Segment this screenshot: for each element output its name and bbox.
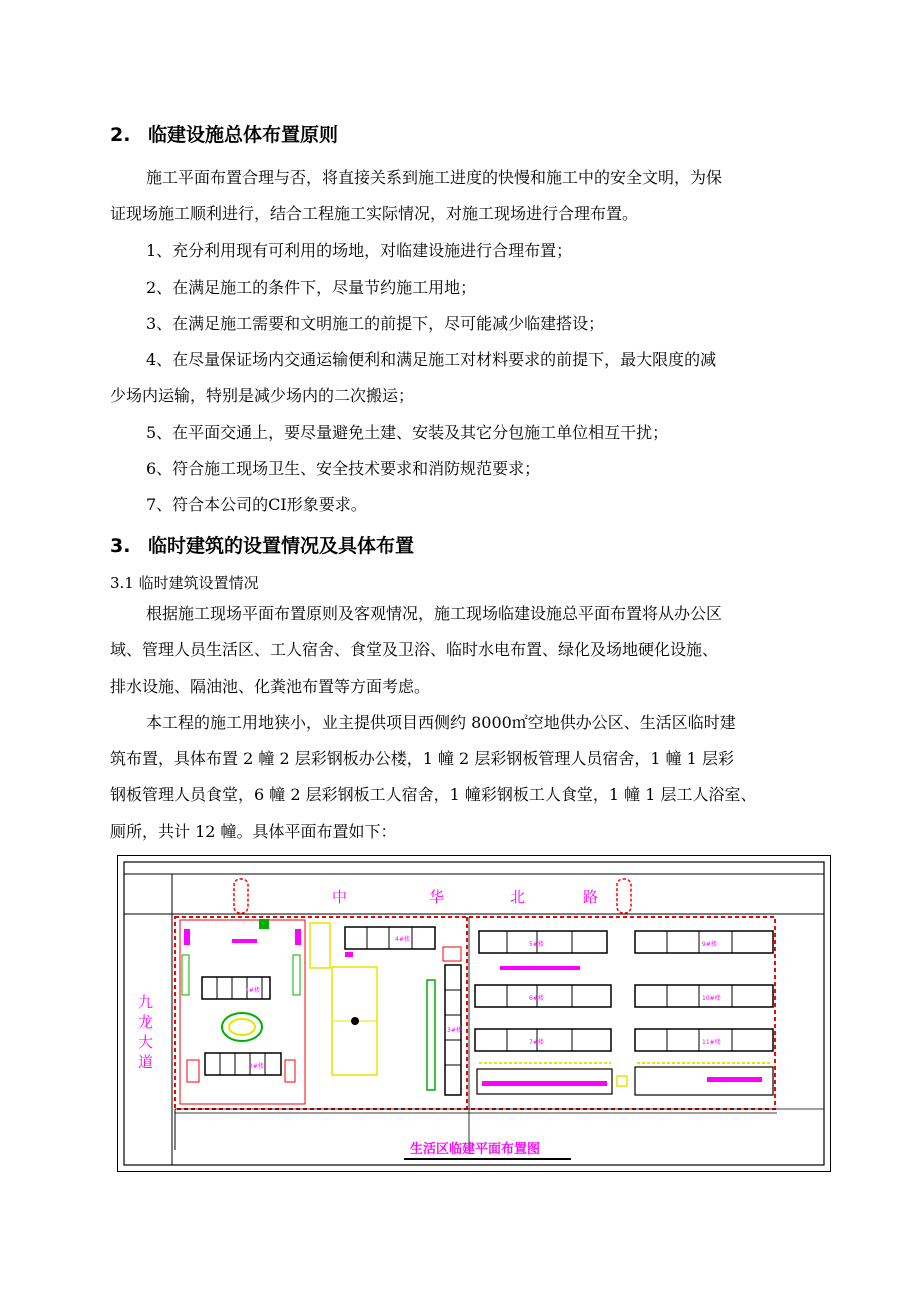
bath-fixtures bbox=[707, 1077, 762, 1082]
section-3-heading bbox=[110, 534, 414, 558]
road-top-char: 华 bbox=[429, 888, 445, 906]
building-label: 1#楼 bbox=[245, 987, 260, 994]
road-top-char: 中 bbox=[332, 888, 348, 906]
road-left-char: 大 bbox=[138, 1033, 154, 1051]
green-belt bbox=[182, 955, 189, 995]
gate-house bbox=[259, 919, 269, 929]
toilet-block bbox=[285, 1060, 295, 1082]
principle-item: 7、符合本公司的CI形象要求。 bbox=[146, 495, 367, 514]
building-label: 5#楼 bbox=[529, 941, 544, 948]
site-plan-drawing bbox=[117, 855, 831, 1172]
road-left-char: 九 bbox=[138, 993, 154, 1011]
toilet-block bbox=[187, 1060, 199, 1082]
para1-line: 排水设施、隔油池、化粪池布置等方面考虑。 bbox=[110, 677, 431, 696]
building-label: 9#楼 bbox=[702, 941, 717, 948]
para2-line: 厕所，共计 12 幢。具体平面布置如下： bbox=[110, 822, 397, 841]
para2-line: 钢板管理人员食堂，6 幢 2 层彩钢板工人宿舍，1 幢彩钢板工人食堂，1 幢 1 层工人浴室、 bbox=[110, 785, 757, 804]
building-2 bbox=[205, 1053, 281, 1075]
para1-line: 根据施工现场平面布置原则及客观情况，施工现场临建设施总平面布置将从办公区 bbox=[146, 604, 723, 623]
building-label: 6#楼 bbox=[529, 995, 544, 1002]
subsection-3-1-title: 3.1 临时建筑设置情况 bbox=[110, 574, 259, 592]
section-2-intro-line-2: 证现场施工顺利进行，结合工程施工实际情况，对施工现场进行合理布置。 bbox=[110, 204, 639, 223]
principle-item: 1、充分利用现有可利用的场地，对临建设施进行合理布置； bbox=[146, 241, 573, 260]
court-center bbox=[351, 1017, 359, 1025]
water-tank bbox=[310, 923, 330, 968]
building-label: 3#楼 bbox=[447, 1027, 462, 1034]
section-3-title: 临时建筑的设置情况及具体布置 bbox=[148, 535, 415, 557]
section-2-number: 2. bbox=[110, 124, 131, 146]
para1-line: 域、管理人员生活区、工人宿舍、食堂及卫浴、临时水电布置、绿化及场地硬化设施、 bbox=[110, 640, 719, 659]
para2-line: 筑布置，具体布置 2 幢 2 层彩钢板办公楼，1 幢 2 层彩钢板管理人员宿舍，1 幢 1 层彩 bbox=[110, 749, 734, 768]
road-left-char: 龙 bbox=[138, 1013, 154, 1031]
building-label: 4#楼 bbox=[395, 936, 410, 943]
green-belt bbox=[293, 955, 300, 995]
principle-item: 5、在平面交通上，要尽量避免土建、安装及其它分包施工单位相互干扰； bbox=[146, 423, 669, 442]
drawing-outer-frame bbox=[118, 856, 831, 1172]
flower-bed-inner bbox=[229, 1019, 255, 1035]
drawing-caption: 生活区临建平面布置图 bbox=[410, 1142, 541, 1157]
building-label: 2#楼 bbox=[249, 1063, 264, 1070]
road-top-char: 路 bbox=[583, 888, 599, 906]
para2-line: 本工程的施工用地狭小，业主提供项目西侧约 8000㎡空地供办公区、生活区临时建 bbox=[146, 713, 736, 732]
canteen-tables bbox=[482, 1081, 607, 1086]
road-left-char: 道 bbox=[138, 1053, 154, 1071]
green-belt bbox=[427, 980, 435, 1090]
principle-item: 4、在尽量保证场内交通运输便利和满足施工对材料要求的前提下，最大限度的减 bbox=[146, 350, 717, 369]
septic-tank bbox=[617, 1076, 627, 1086]
building-label: 10#楼 bbox=[702, 995, 721, 1002]
principle-item: 3、在满足施工需要和文明施工的前提下，尽可能减少临建搭设； bbox=[146, 314, 605, 333]
section-2-intro-line-1: 施工平面布置合理与否，将直接关系到施工进度的快慢和施工中的安全文明，为保 bbox=[146, 168, 723, 187]
gate-marker bbox=[234, 879, 248, 913]
marker-magenta bbox=[500, 966, 580, 970]
equipment-box bbox=[443, 947, 461, 961]
building-label: 7#楼 bbox=[529, 1039, 544, 1046]
section-2-title: 临建设施总体布置原则 bbox=[148, 124, 339, 146]
section-3-number: 3. bbox=[110, 535, 131, 557]
principle-item: 6、符合施工现场卫生、安全技术要求和消防规范要求； bbox=[146, 459, 541, 478]
marker-magenta bbox=[345, 952, 353, 957]
building-label: 11#楼 bbox=[702, 1039, 721, 1046]
marker-magenta bbox=[232, 939, 257, 943]
principle-item-continuation: 少场内运输，特别是减少场内的二次搬运； bbox=[110, 386, 415, 405]
drawing-inner-frame bbox=[124, 862, 824, 1165]
gate-marker bbox=[617, 879, 631, 913]
road-top-char: 北 bbox=[510, 888, 526, 906]
marker-magenta bbox=[295, 929, 301, 945]
marker-magenta bbox=[184, 929, 190, 945]
section-2-heading bbox=[110, 123, 338, 147]
principle-item: 2、在满足施工的条件下，尽量节约施工用地； bbox=[146, 278, 477, 297]
building-4 bbox=[345, 927, 435, 949]
